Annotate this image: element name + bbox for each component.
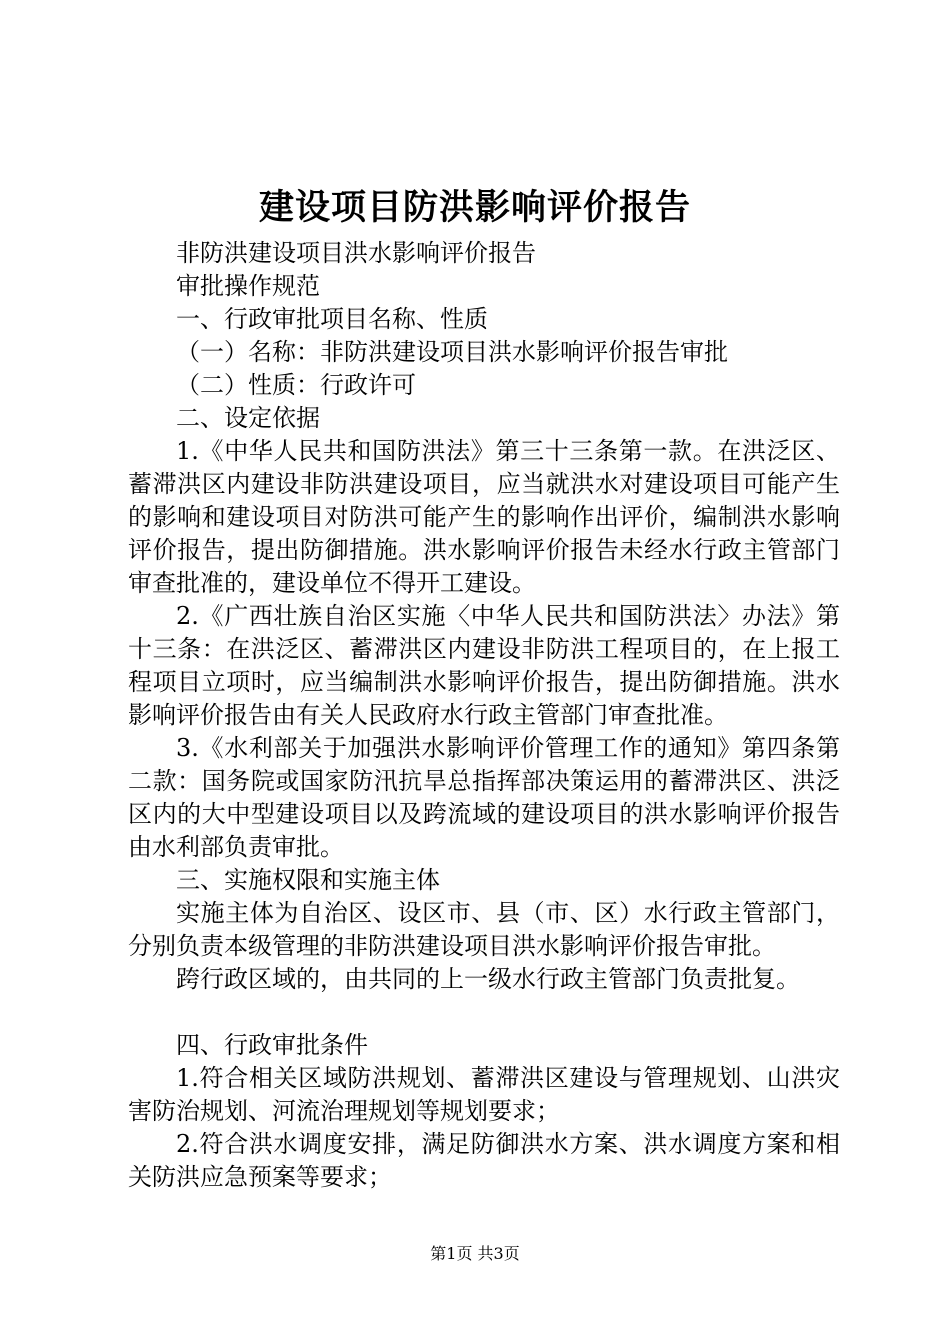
- paragraph-nature: （二）性质：行政许可: [176, 371, 416, 399]
- paragraph-condition-1: 1.符合相关区域防洪规划、蓄滞洪区建设与管理规划、山洪灾害防治规划、河流治理规划等规划要求；: [128, 1064, 840, 1125]
- section-heading-3: 三、实施权限和实施主体: [176, 866, 440, 894]
- document-body: [128, 237, 840, 1194]
- section-heading-1: 一、行政审批项目名称、性质: [176, 305, 488, 333]
- document-title: 建设项目防洪影响评价报告: [258, 187, 691, 228]
- paragraph-authority: 实施主体为自治区、设区市、县（市、区）水行政主管部门，分别负责本级管理的非防洪建设项目洪水影响评价报告审批。: [128, 899, 840, 960]
- paragraph-basis-3: 3.《水利部关于加强洪水影响评价管理工作的通知》第四条第二款：国务院或国家防汛抗旱总指挥部决策运用的蓄滞洪区、洪泛区内的大中型建设项目以及跨流域的建设项目的洪水影响评价报告由水利部负责审批。: [128, 734, 840, 861]
- paragraph-basis-2: 2.《广西壮族自治区实施〈中华人民共和国防洪法〉办法》第十三条：在洪泛区、蓄滞洪区内建设非防洪工程项目的，在上报工程项目立项时，应当编制洪水影响评价报告，提出防御措施。洪水影响评价报告由有关人民政府水行政主管部门审查批准。: [128, 602, 840, 729]
- section-heading-4: 四、行政审批条件: [176, 1031, 368, 1059]
- blank-line: [128, 996, 840, 1029]
- section-heading-2: 二、设定依据: [176, 404, 320, 432]
- paragraph-subtitle-2: 审批操作规范: [176, 272, 320, 300]
- paragraph-basis-1: 1.《中华人民共和国防洪法》第三十三条第一款。在洪泛区、蓄滞洪区内建设非防洪建设项目，应当就洪水对建设项目可能产生的影响和建设项目对防洪可能产生的影响作出评价，编制洪水影响评价报告，提出防御措施。洪水影响评价报告未经水行政主管部门审查批准的，建设单位不得开工建设。: [128, 437, 840, 597]
- paragraph-condition-2: 2.符合洪水调度安排，满足防御洪水方案、洪水调度方案和相关防洪应急预案等要求；: [128, 1130, 840, 1191]
- page-footer: 第1页 共3页: [430, 1244, 520, 1263]
- paragraph-subtitle: 非防洪建设项目洪水影响评价报告: [176, 239, 536, 267]
- paragraph-cross-region: 跨行政区域的，由共同的上一级水行政主管部门负责批复。: [176, 965, 800, 993]
- paragraph-name: （一）名称：非防洪建设项目洪水影响评价报告审批: [176, 338, 728, 366]
